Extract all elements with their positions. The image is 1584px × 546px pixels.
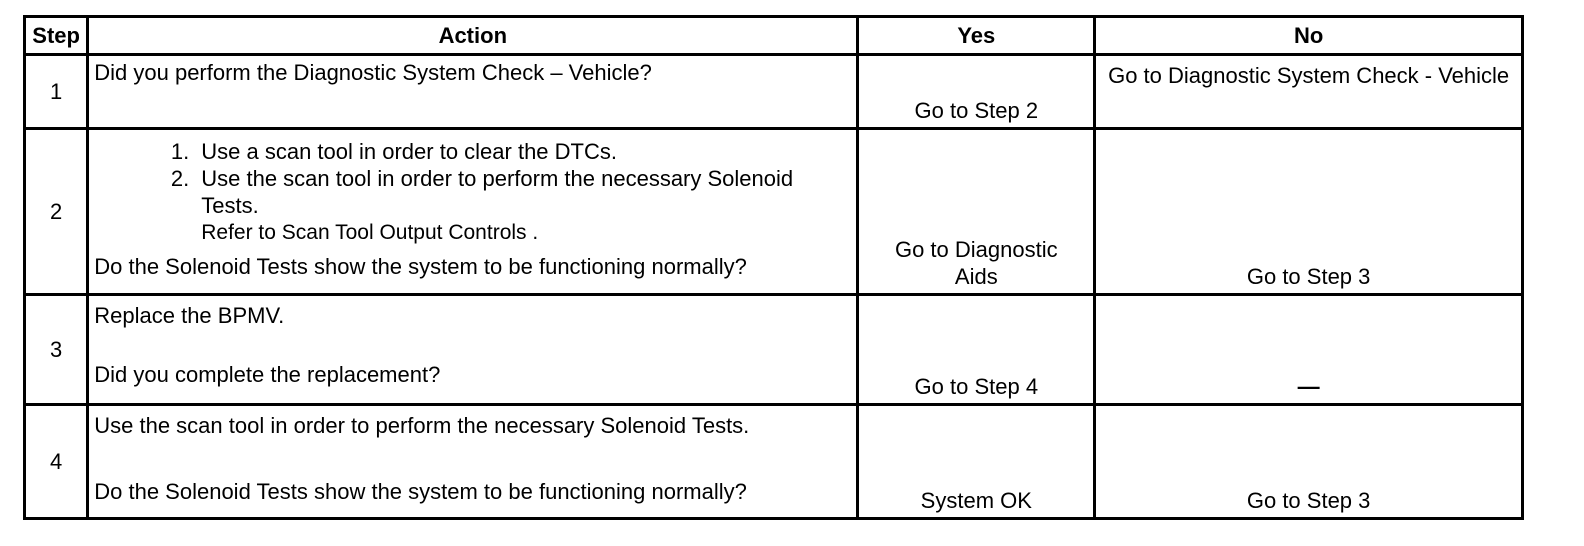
action-cell [88,295,858,405]
step-number: 2 [25,129,88,295]
action-question: Did you complete the replacement? [94,362,441,387]
substep-item [149,165,852,246]
action-instruction: Replace the BPMV. [94,303,285,328]
no-dash: — [1297,374,1320,399]
no-cell [1095,295,1523,405]
table-row [25,405,1523,519]
no-cell: Go to Step 3 [1095,129,1523,295]
substep-item [149,138,852,165]
header-step: Step [25,17,88,55]
table-row [25,129,1523,295]
substep-number: 1. [170,139,190,164]
action-question: Do the Solenoid Tests show the system to be functioning normally? [94,254,747,279]
action-cell [88,55,858,129]
yes-cell: System OK [858,405,1095,519]
step-number: 1 [25,55,88,129]
table-row [25,55,1523,129]
header-yes: Yes [858,17,1095,55]
action-question: Did you perform the Diagnostic System Check – Vehicle? [94,60,652,85]
no-cell: Go to Diagnostic System Check - Vehicle [1095,55,1523,129]
no-cell: Go to Step 3 [1095,405,1523,519]
action-question: Do the Solenoid Tests show the system to be functioning normally? [94,479,747,504]
substep-text: Use the scan tool in order to perform the necessary Solenoid Tests. [201,166,794,218]
substep-reference: Refer to Scan Tool Output Controls . [201,221,539,244]
yes-cell: Go to Diagnostic Aids [858,129,1095,295]
step-number: 4 [25,405,88,519]
action-cell [88,129,858,295]
diagnostic-table [23,15,1524,520]
substep-text: Use a scan tool in order to clear the DTCs. [201,139,617,164]
header-row [25,17,1523,55]
yes-cell: Go to Step 2 [858,55,1095,129]
action-cell [88,405,858,519]
header-no: No [1095,17,1523,55]
action-instruction: Use the scan tool in order to perform the necessary Solenoid Tests. [94,413,750,438]
yes-cell: Go to Step 4 [858,295,1095,405]
substep-list [94,138,852,246]
table-row [25,295,1523,405]
step-number: 3 [25,295,88,405]
header-action: Action [88,17,858,55]
substep-number: 2. [170,166,190,191]
